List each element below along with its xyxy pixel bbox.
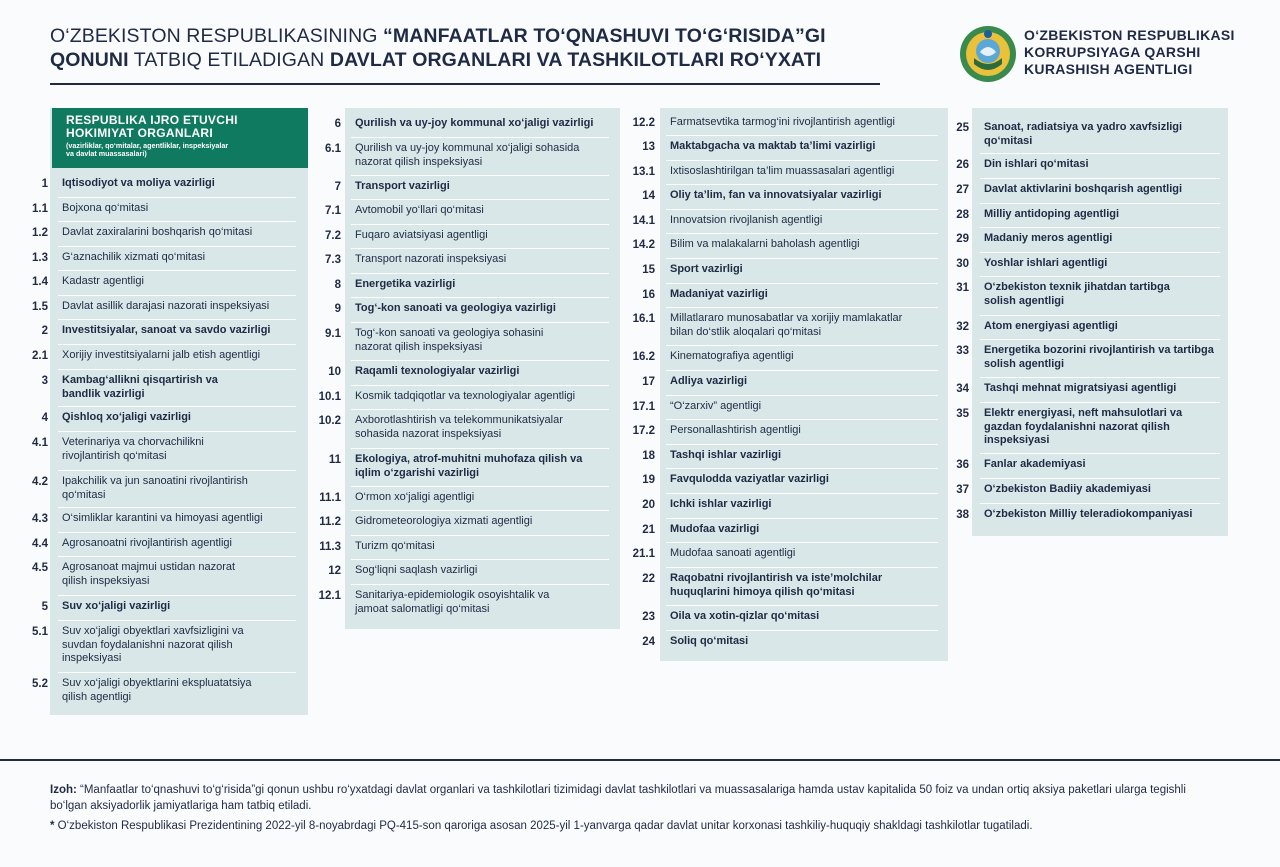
item-label: Sanitariya-epidemiologik osoyishtalik va jamoat salomatligi qo‘mitasi bbox=[355, 589, 550, 615]
item-label: Tashqi ishlar vazirligi bbox=[670, 449, 782, 461]
row-separator bbox=[58, 246, 296, 247]
row-separator bbox=[980, 227, 1220, 228]
item-number: 14.1 bbox=[632, 215, 655, 227]
row-separator bbox=[58, 319, 296, 320]
row-separator bbox=[980, 178, 1220, 179]
item-label: O‘zbekiston Milliy teleradiokompaniyasi bbox=[984, 508, 1193, 520]
row-separator bbox=[666, 135, 938, 136]
item-label: Milliy antidoping agentligi bbox=[984, 208, 1120, 220]
item-label: Investitsiyalar, sanoat va savdo vazirligi bbox=[62, 324, 271, 336]
row-separator bbox=[351, 584, 609, 585]
row-separator bbox=[351, 360, 609, 361]
item-number: 15 bbox=[642, 264, 655, 276]
item-number: 8 bbox=[334, 279, 341, 291]
row-separator bbox=[666, 345, 938, 346]
item-label: Maktabgacha va maktab ta’limi vazirligi bbox=[670, 140, 876, 152]
note-text: “Manfaatlar to‘qnashuvi to‘g‘risida”gi qonun ushbu ro‘yxatdagi davlat organlari va tashkilotlari tizimidagi davlat tashkilotlari va muassasalariga hamda ustav kapitalida 50 foiz va undan ortiq aksiya paketlari ularga tegishli bo‘lgan aksiyadorlik jamiyatlariga ham tatbiq etiladi. bbox=[50, 784, 1186, 812]
item-number: 7.3 bbox=[325, 254, 341, 266]
item-label: Raqobatni rivojlantirish va iste’molchilar huquqlarini himoya qilish qo‘mitasi bbox=[670, 572, 883, 598]
item-number: 10.1 bbox=[318, 391, 341, 403]
item-number: 17.2 bbox=[632, 425, 655, 437]
row-separator bbox=[351, 448, 609, 449]
item-number: 27 bbox=[956, 184, 969, 196]
row-separator bbox=[666, 370, 938, 371]
item-label: Innovatsion rivojlanish agentligi bbox=[670, 214, 823, 226]
item-number: 6 bbox=[334, 118, 341, 130]
item-label: Bojxona qo‘mitasi bbox=[62, 202, 149, 214]
item-number: 10.2 bbox=[318, 415, 341, 427]
item-label: Tog‘-kon sanoati va geologiya vazirligi bbox=[355, 302, 556, 314]
row-separator bbox=[980, 252, 1220, 253]
item-label: Bilim va malakalarni baholash agentligi bbox=[670, 238, 860, 250]
row-separator bbox=[980, 339, 1220, 340]
item-number: 36 bbox=[956, 459, 969, 471]
item-number: 13.1 bbox=[632, 166, 655, 178]
item-label: Kambag‘allikni qisqartirish va bandlik vazirligi bbox=[62, 374, 218, 400]
item-number: 4.4 bbox=[32, 538, 48, 550]
item-label: Kosmik tadqiqotlar va texnologiyalar agentligi bbox=[355, 390, 576, 402]
row-separator bbox=[666, 605, 938, 606]
item-label: Yoshlar ishlari agentligi bbox=[984, 257, 1108, 269]
item-label: “O‘zarxiv” agentligi bbox=[670, 400, 762, 412]
row-separator bbox=[351, 535, 609, 536]
item-number: 1.5 bbox=[32, 301, 48, 313]
item-label: Soliq qo‘mitasi bbox=[670, 635, 749, 647]
row-separator bbox=[666, 567, 938, 568]
item-number: 31 bbox=[956, 282, 969, 294]
item-label: Gidrometeorologiya xizmati agentligi bbox=[355, 515, 533, 527]
title-part5: DAVLAT ORGANLARI VA TASHKILOTLARI RO‘YXATI bbox=[329, 49, 822, 71]
row-separator bbox=[58, 532, 296, 533]
row-separator bbox=[351, 510, 609, 511]
item-number: 23 bbox=[642, 611, 655, 623]
item-label: Kinematografiya agentligi bbox=[670, 350, 794, 362]
item-number: 20 bbox=[642, 499, 655, 511]
item-label: O‘simliklar karantini va himoyasi agentligi bbox=[62, 512, 263, 524]
row-separator bbox=[666, 468, 938, 469]
item-label: Elektr energiyasi, neft mahsulotlari va gazdan foydalanishni nazorat qilish inspeksiyasi bbox=[984, 407, 1183, 446]
item-number: 9.1 bbox=[325, 328, 341, 340]
item-number: 4.2 bbox=[32, 476, 48, 488]
item-number: 16 bbox=[642, 289, 655, 301]
star-mark: * bbox=[50, 820, 55, 832]
item-label: Madaniyat vazirligi bbox=[670, 288, 768, 300]
item-label: O‘zbekiston Badiiy akademiyasi bbox=[984, 483, 1151, 495]
title-part1: O‘ZBEKISTON RESPUBLIKASINING bbox=[50, 25, 384, 47]
item-label: Farmatsevtika tarmog‘ini rivojlantirish agentligi bbox=[670, 116, 895, 128]
row-separator bbox=[666, 395, 938, 396]
item-label: Raqamli texnologiyalar vazirligi bbox=[355, 365, 520, 377]
row-separator bbox=[980, 503, 1220, 504]
item-number: 22 bbox=[642, 573, 655, 585]
title-part4: TATBIQ ETILADIGAN bbox=[128, 49, 330, 71]
item-number: 29 bbox=[956, 233, 969, 245]
item-number: 4 bbox=[41, 412, 48, 424]
item-label: Davlat asillik darajasi nazorati inspeksiyasi bbox=[62, 300, 270, 312]
item-label: Davlat aktivlarini boshqarish agentligi bbox=[984, 183, 1183, 195]
row-separator bbox=[58, 221, 296, 222]
column-header-subtitle-line1: (vazirliklar, qo‘mitalar, agentliklar, inspeksiyalar bbox=[66, 141, 229, 150]
row-separator bbox=[351, 137, 609, 138]
item-label: Agrosanoat majmui ustidan nazorat qilish inspeksiyasi bbox=[62, 561, 236, 587]
row-separator bbox=[980, 377, 1220, 378]
item-number: 2.1 bbox=[32, 350, 48, 362]
item-label: Favqulodda vaziyatlar vazirligi bbox=[670, 473, 829, 485]
row-separator bbox=[666, 160, 938, 161]
item-number: 28 bbox=[956, 209, 969, 221]
item-label: Axborotlashtirish va telekommunikatsiyalar sohasida nazorat inspeksiyasi bbox=[355, 414, 563, 440]
item-number: 12 bbox=[328, 565, 341, 577]
item-number: 1.1 bbox=[32, 203, 48, 215]
title-part3: QONUNI bbox=[50, 49, 129, 71]
row-separator bbox=[58, 369, 296, 370]
item-label: Qurilish va uy-joy kommunal xo‘jaligi vazirligi bbox=[355, 117, 594, 129]
item-number: 30 bbox=[956, 258, 969, 270]
item-number: 4.1 bbox=[32, 437, 48, 449]
row-separator bbox=[58, 672, 296, 673]
item-label: Fuqaro aviatsiyasi agentligi bbox=[355, 229, 488, 241]
row-separator bbox=[666, 184, 938, 185]
item-number: 16.2 bbox=[632, 351, 655, 363]
row-separator bbox=[58, 295, 296, 296]
row-separator bbox=[351, 224, 609, 225]
item-label: Transport vazirligi bbox=[355, 180, 450, 192]
item-number: 17.1 bbox=[632, 401, 655, 413]
item-number: 1.2 bbox=[32, 227, 48, 239]
item-label: Avtomobil yo‘llari qo‘mitasi bbox=[355, 204, 484, 216]
row-separator bbox=[351, 175, 609, 176]
row-separator bbox=[58, 620, 296, 621]
item-label: O‘zbekiston texnik jihatdan tartibga solish agentligi bbox=[984, 281, 1170, 307]
star-note-text: O‘zbekiston Respublikasi Prezidentining 2022-yil 8-noyabrdagi PQ-415-son qaroriga asosan 2025-yil 1-yanvarga qadar davlat unitar korxonasi tashkiliy-huquqiy shakldagi tashkilotlar tugatiladi. bbox=[54, 820, 1033, 832]
item-label: Suv xo‘jaligi obyektlari xavfsizligini va suvdan foydalanishni nazorat qilish inspeksiyasi bbox=[62, 625, 244, 664]
item-number: 10 bbox=[328, 366, 341, 378]
item-number: 11.2 bbox=[319, 516, 341, 528]
item-label: Millatlararo munosabatlar va xorijiy mamlakatlar bilan do‘stlik aloqalari qo‘mitasi bbox=[670, 312, 903, 338]
row-separator bbox=[351, 199, 609, 200]
item-number: 25 bbox=[956, 122, 969, 134]
item-label: Ipakchilik va jun sanoatini rivojlantirish qo‘mitasi bbox=[62, 475, 248, 501]
item-number: 26 bbox=[956, 159, 969, 171]
row-separator bbox=[58, 556, 296, 557]
row-separator bbox=[351, 297, 609, 298]
item-number: 11.1 bbox=[319, 492, 341, 504]
row-separator bbox=[666, 630, 938, 631]
item-number: 14 bbox=[642, 190, 655, 202]
row-separator bbox=[980, 315, 1220, 316]
footer-divider bbox=[0, 759, 1280, 761]
item-number: 13 bbox=[642, 141, 655, 153]
row-separator bbox=[351, 559, 609, 560]
agency-line3: KURASHISH AGENTLIGI bbox=[1024, 61, 1193, 77]
row-separator bbox=[351, 409, 609, 410]
item-label: Turizm qo‘mitasi bbox=[355, 540, 435, 552]
title-part2: “MANFAATLAR TO‘QNASHUVI TO‘G‘RISIDA”GI bbox=[383, 25, 826, 47]
item-number: 1 bbox=[41, 178, 48, 190]
item-number: 16.1 bbox=[632, 313, 655, 325]
item-number: 11.3 bbox=[319, 541, 341, 553]
row-separator bbox=[58, 406, 296, 407]
row-separator bbox=[58, 344, 296, 345]
row-separator bbox=[666, 444, 938, 445]
item-label: Qurilish va uy-joy kommunal xo‘jaligi sohasida nazorat qilish inspeksiyasi bbox=[355, 142, 580, 168]
item-label: Sport vazirligi bbox=[670, 263, 743, 275]
item-number: 9 bbox=[334, 303, 341, 315]
item-label: Qishloq xo‘jaligi vazirligi bbox=[62, 411, 191, 423]
item-number: 5 bbox=[41, 601, 48, 613]
item-label: Xorijiy investitsiyalarni jalb etish agentligi bbox=[62, 349, 261, 361]
item-label: Mudofaa sanoati agentligi bbox=[670, 547, 796, 559]
item-number: 37 bbox=[956, 484, 969, 496]
row-separator bbox=[351, 273, 609, 274]
item-number: 3 bbox=[41, 375, 48, 387]
item-label: Fanlar akademiyasi bbox=[984, 458, 1086, 470]
title-underline bbox=[50, 83, 880, 85]
row-separator bbox=[58, 507, 296, 508]
row-separator bbox=[58, 270, 296, 271]
page-title bbox=[50, 24, 826, 72]
agency-name bbox=[1024, 27, 1235, 78]
item-number: 18 bbox=[642, 450, 655, 462]
row-separator bbox=[666, 258, 938, 259]
item-number: 4.3 bbox=[32, 513, 48, 525]
item-label: Oila va xotin-qizlar qo‘mitasi bbox=[670, 610, 820, 622]
item-label: Adliya vazirligi bbox=[670, 375, 748, 387]
item-number: 14.2 bbox=[632, 239, 655, 251]
item-number: 19 bbox=[642, 474, 655, 486]
item-number: 7.2 bbox=[325, 230, 341, 242]
item-number: 35 bbox=[956, 408, 969, 420]
item-label: Ekologiya, atrof-muhitni muhofaza qilish va iqlim o‘zgarishi vazirligi bbox=[355, 453, 583, 479]
item-label: Suv xo‘jaligi obyektlarini ekspluatatsiya qilish agentligi bbox=[62, 677, 252, 703]
item-number: 1.4 bbox=[32, 276, 48, 288]
item-label: Madaniy meros agentligi bbox=[984, 232, 1113, 244]
row-separator bbox=[351, 248, 609, 249]
item-number: 7 bbox=[334, 181, 341, 193]
item-label: Personallashtirish agentligi bbox=[670, 424, 801, 436]
item-label: Veterinariya va chorvachilikni rivojlantirish qo‘mitasi bbox=[62, 436, 204, 462]
item-label: Tashqi mehnat migratsiyasi agentligi bbox=[984, 382, 1177, 394]
row-separator bbox=[980, 453, 1220, 454]
item-label: Energetika bozorini rivojlantirish va tartibga solish agentligi bbox=[984, 344, 1214, 370]
item-label: Kadastr agentligi bbox=[62, 275, 144, 287]
row-separator bbox=[58, 197, 296, 198]
column-header-title-line1: RESPUBLIKA IJRO ETUVCHI bbox=[66, 113, 238, 127]
column-header-title-line2: HOKIMIYAT ORGANLARI bbox=[66, 126, 214, 140]
item-label: O‘rmon xo‘jaligi agentligi bbox=[355, 491, 475, 503]
row-separator bbox=[980, 203, 1220, 204]
item-number: 34 bbox=[956, 383, 969, 395]
item-number: 5.1 bbox=[32, 626, 48, 638]
item-number: 12.1 bbox=[318, 590, 341, 602]
row-separator bbox=[58, 595, 296, 596]
agency-line2: KORRUPSIYAGA QARSHI bbox=[1024, 44, 1201, 60]
row-separator bbox=[666, 283, 938, 284]
row-separator bbox=[980, 276, 1220, 277]
state-emblem-icon bbox=[958, 24, 1018, 84]
note-label: Izoh: bbox=[50, 784, 77, 796]
item-number: 11 bbox=[328, 454, 341, 466]
item-label: Atom energiyasi agentligi bbox=[984, 320, 1118, 332]
row-separator bbox=[58, 431, 296, 432]
item-number: 17 bbox=[642, 376, 655, 388]
row-separator bbox=[666, 209, 938, 210]
item-label: G‘aznachilik xizmati qo‘mitasi bbox=[62, 251, 206, 263]
item-number: 2 bbox=[41, 325, 48, 337]
item-number: 33 bbox=[956, 345, 969, 357]
row-separator bbox=[666, 542, 938, 543]
item-label: Mudofaa vazirligi bbox=[670, 523, 760, 535]
row-separator bbox=[980, 402, 1220, 403]
item-label: Energetika vazirligi bbox=[355, 278, 456, 290]
row-separator bbox=[980, 153, 1220, 154]
row-separator bbox=[666, 307, 938, 308]
item-number: 21 bbox=[642, 524, 655, 536]
item-label: Din ishlari qo‘mitasi bbox=[984, 158, 1089, 170]
item-label: Transport nazorati inspeksiyasi bbox=[355, 253, 507, 265]
item-label: Ichki ishlar vazirligi bbox=[670, 498, 772, 510]
row-separator bbox=[666, 518, 938, 519]
item-number: 24 bbox=[642, 636, 655, 648]
item-label: Ixtisoslashtirilgan ta’lim muassasalari agentligi bbox=[670, 165, 895, 177]
item-label: Tog‘-kon sanoati va geologiya sohasini nazorat qilish inspeksiyasi bbox=[355, 327, 544, 353]
row-separator bbox=[666, 233, 938, 234]
item-label: Suv xo‘jaligi vazirligi bbox=[62, 600, 171, 612]
item-label: Iqtisodiyot va moliya vazirligi bbox=[62, 177, 215, 189]
item-number: 21.1 bbox=[632, 548, 655, 560]
item-number: 7.1 bbox=[325, 205, 341, 217]
item-number: 32 bbox=[956, 321, 969, 333]
item-number: 12.2 bbox=[632, 117, 655, 129]
item-number: 4.5 bbox=[32, 562, 48, 574]
agency-line1: O‘ZBEKISTON RESPUBLIKASI bbox=[1024, 27, 1235, 43]
row-separator bbox=[666, 493, 938, 494]
row-separator bbox=[351, 486, 609, 487]
item-number: 38 bbox=[956, 509, 969, 521]
item-number: 6.1 bbox=[325, 143, 341, 155]
item-label: Sog‘liqni saqlash vazirligi bbox=[355, 564, 478, 576]
row-separator bbox=[980, 478, 1220, 479]
item-number: 1.3 bbox=[32, 252, 48, 264]
row-separator bbox=[351, 322, 609, 323]
column-header bbox=[52, 108, 308, 168]
item-label: Agrosanoatni rivojlantirish agentligi bbox=[62, 537, 232, 549]
footer-note bbox=[50, 782, 1200, 814]
row-separator bbox=[351, 385, 609, 386]
row-separator bbox=[666, 419, 938, 420]
item-label: Oliy ta’lim, fan va innovatsiyalar vazirligi bbox=[670, 189, 882, 201]
footer-star-note bbox=[50, 818, 1200, 834]
column-header-subtitle-line2: va davlat muassasalari) bbox=[66, 149, 147, 158]
item-label: Davlat zaxiralarini boshqarish qo‘mitasi bbox=[62, 226, 253, 238]
row-separator bbox=[58, 470, 296, 471]
item-label: Sanoat, radiatsiya va yadro xavfsizligi qo‘mitasi bbox=[984, 121, 1183, 147]
item-number: 5.2 bbox=[32, 678, 48, 690]
